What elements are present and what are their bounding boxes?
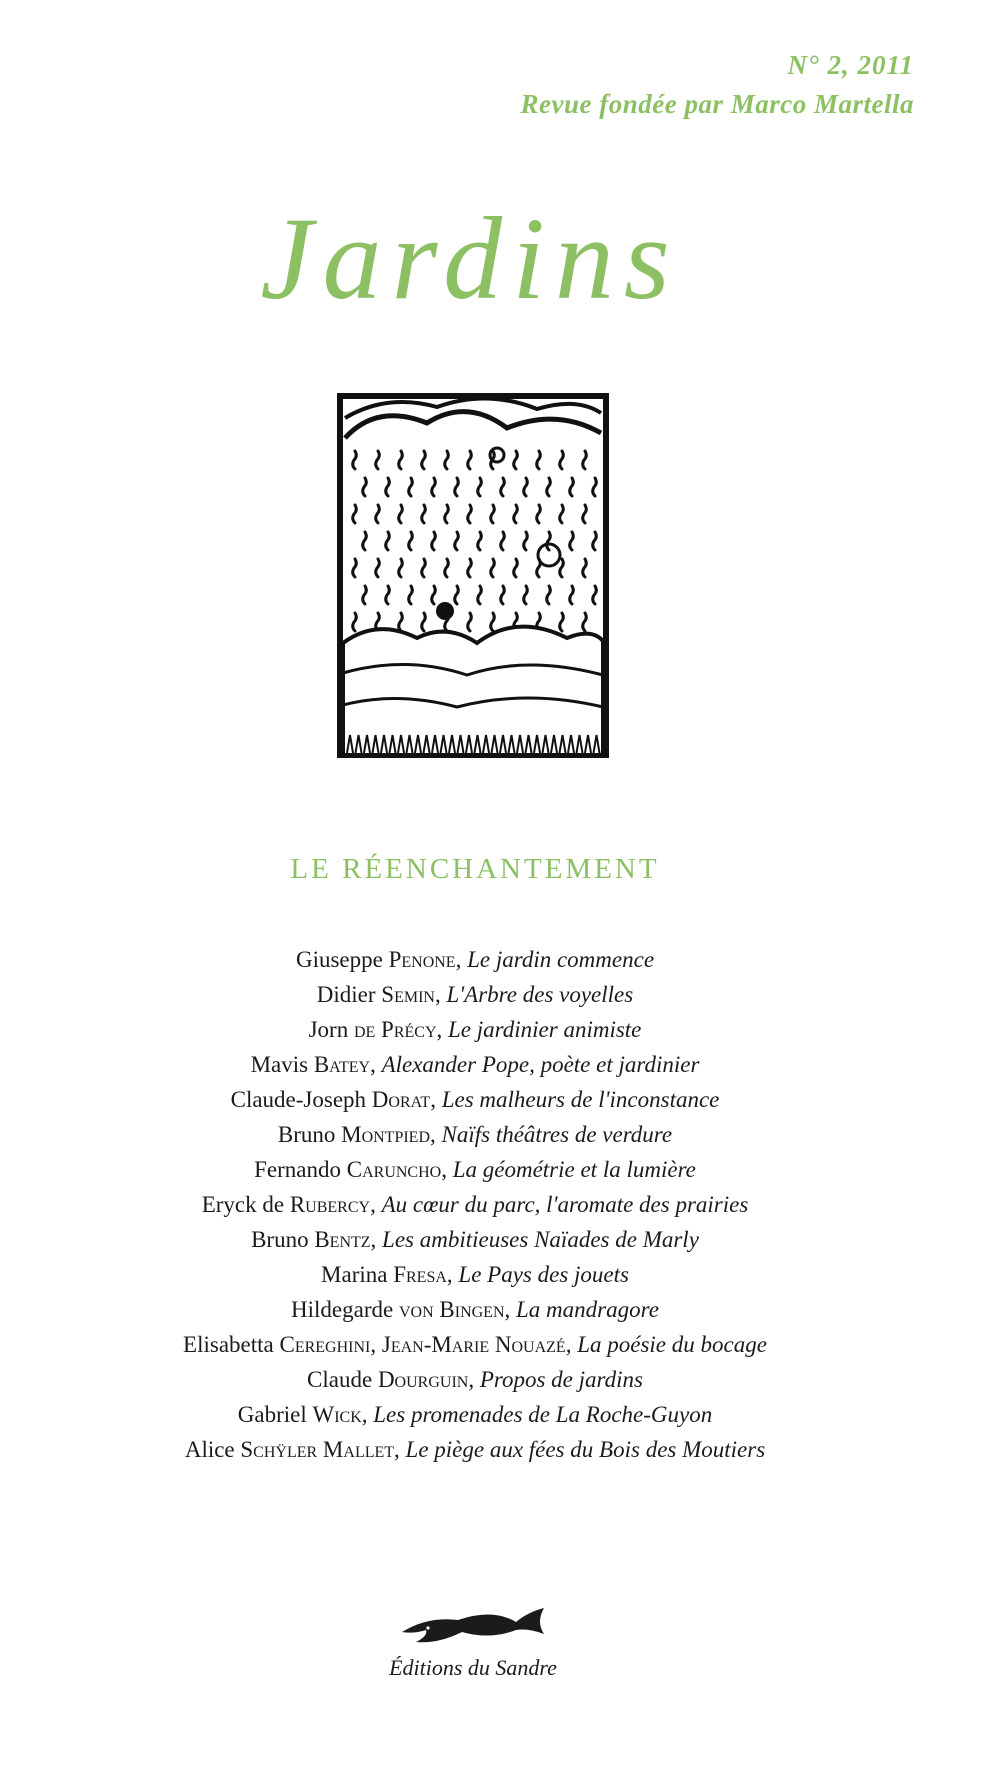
contents-entry: Mavis Batey, Alexander Pope, poète et jardinier — [250, 1052, 700, 1077]
author-given-name: Fernando — [254, 1157, 341, 1182]
contents-entry: Giuseppe Penone, Le jardin commence — [295, 947, 655, 972]
section-heading: LE RÉENCHANTEMENT — [290, 853, 660, 885]
founder-line: Revue fondée par Marco Martella — [520, 89, 914, 119]
work-title: La poésie du bocage — [577, 1332, 767, 1357]
author-surname: Fresa — [393, 1262, 447, 1287]
contents-entry: Bruno Bentz, Les ambitieuses Naïades de Marly — [251, 1227, 699, 1252]
work-title: Propos de jardins — [479, 1367, 643, 1392]
woodcut-garden-rain-illustration — [337, 393, 609, 758]
work-title: Le jardin commence — [467, 947, 655, 972]
work-title: Alexander Pope, poète et jardinier — [381, 1052, 700, 1077]
contents-entry: Claude-Joseph Dorat, Les malheurs de l'inconstance — [230, 1087, 720, 1112]
work-title: L'Arbre des voyelles — [446, 982, 634, 1007]
contents-entry: Hildegarde von Bingen, La mandragore — [291, 1297, 659, 1322]
author-surname: Bentz — [314, 1227, 371, 1252]
author-given-name: Didier — [316, 982, 376, 1007]
fish-logo-icon — [398, 1598, 548, 1653]
author-given-name: Claude — [307, 1367, 373, 1392]
author-surname: Schÿler Mallet — [240, 1437, 395, 1462]
author-given-name: Gabriel — [237, 1402, 307, 1427]
author-surname: Penone — [388, 947, 456, 972]
work-title: Les ambitieuses Naïades de Marly — [382, 1227, 699, 1252]
work-title: Le Pays des jouets — [458, 1262, 629, 1287]
author-surname: Dorat — [371, 1087, 431, 1112]
author-given-name: Bruno — [277, 1122, 336, 1147]
author-surname: Semin — [381, 982, 435, 1007]
author-given-name: Eryck de — [201, 1192, 285, 1217]
work-title: Au cœur du parc, l'aromate des prairies — [381, 1192, 749, 1217]
author-surname: Dourguin — [377, 1367, 469, 1392]
contents-entry: Bruno Montpied, Naïfs théâtres de verdure — [277, 1122, 673, 1147]
work-title: La géométrie et la lumière — [452, 1157, 696, 1182]
work-title: Le jardinier animiste — [448, 1017, 642, 1042]
table-of-contents — [0, 942, 950, 1467]
contents-entry: Marina Fresa, Le Pays des jouets — [321, 1262, 629, 1287]
author-given-name: Bruno — [251, 1227, 309, 1252]
author-given-name: Hildegarde — [291, 1297, 394, 1322]
contents-entry: Jorn de Précy, Le jardinier animiste — [308, 1017, 642, 1042]
author-given-name: Mavis — [250, 1052, 309, 1077]
author-surname: Wick — [312, 1402, 362, 1427]
contents-entry: Didier Semin, L'Arbre des voyelles — [316, 982, 634, 1007]
author-surname: Rubercy — [289, 1192, 371, 1217]
author-given-name: Elisabetta — [183, 1332, 274, 1357]
author-given-name: Alice — [184, 1437, 235, 1462]
contents-entry: Fernando Caruncho, La géométrie et la lumière — [254, 1157, 696, 1182]
publisher-name: Éditions du Sandre — [389, 1655, 557, 1680]
issue-number: N° 2, 2011 — [787, 50, 914, 80]
work-title: Les malheurs de l'inconstance — [441, 1087, 720, 1112]
author-given-name: Marina — [321, 1262, 388, 1287]
author-given-name: Giuseppe — [295, 947, 383, 972]
author-surname: von Bingen — [398, 1297, 505, 1322]
contents-entry: Claude Dourguin, Propos de jardins — [307, 1367, 643, 1392]
work-title: Les promenades de La Roche-Guyon — [373, 1402, 713, 1427]
author-surname: Batey — [313, 1052, 371, 1077]
author-surname: de Précy — [353, 1017, 437, 1042]
work-title: Naïfs théâtres de verdure — [441, 1122, 673, 1147]
author-surname: Caruncho — [346, 1157, 442, 1182]
contents-entry: Eryck de Rubercy, Au cœur du parc, l'aromate des prairies — [201, 1192, 749, 1217]
author-surname: Montpied — [341, 1122, 431, 1147]
contents-entry: Elisabetta Cereghini, Jean-Marie Nouazé, La poésie du bocage — [183, 1332, 767, 1357]
work-title: La mandragore — [516, 1297, 659, 1322]
author-surname: Cereghini, Jean-Marie Nouazé — [279, 1332, 566, 1357]
work-title: Le piège aux fées du Bois des Moutiers — [405, 1437, 766, 1462]
contents-entry: Alice Schÿler Mallet, Le piège aux fées du Bois des Moutiers — [184, 1437, 766, 1462]
author-given-name: Claude-Joseph — [230, 1087, 367, 1112]
author-given-name: Jorn — [308, 1017, 349, 1042]
journal-title: Jardins — [260, 193, 680, 324]
contents-entry: Gabriel Wick, Les promenades de La Roche-Guyon — [237, 1402, 713, 1427]
